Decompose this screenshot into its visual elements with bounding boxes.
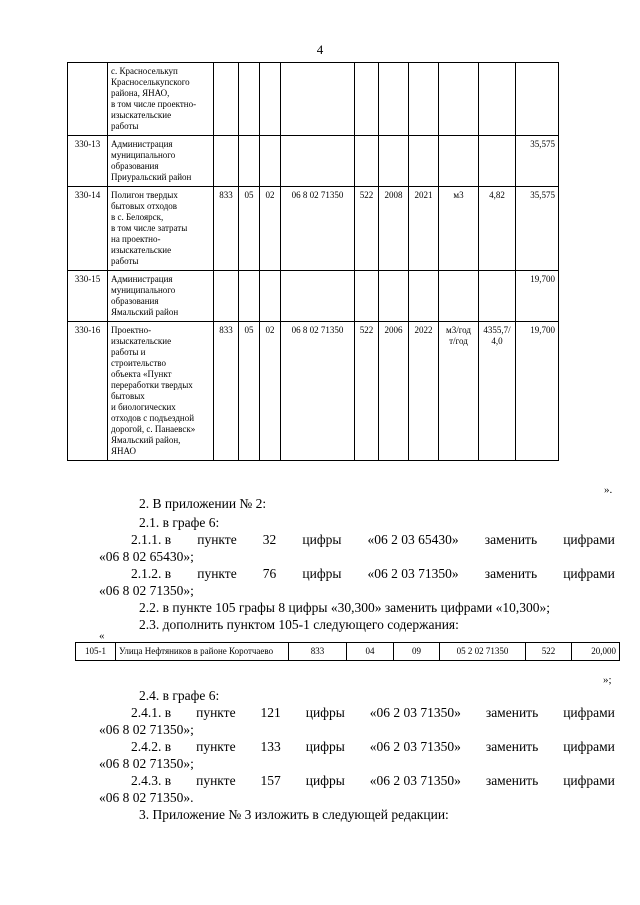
row-number: 105-1 bbox=[76, 643, 116, 661]
table-row bbox=[68, 322, 559, 461]
cell-section bbox=[239, 271, 260, 322]
cell-subsection: 02 bbox=[260, 187, 281, 271]
cell-expense-type bbox=[355, 271, 379, 322]
paragraph-2-4-1 bbox=[131, 705, 615, 721]
cell-start-year: 2006 bbox=[379, 322, 409, 461]
cell-unit: м3/год т/год bbox=[439, 322, 479, 461]
cell-unit bbox=[439, 63, 479, 136]
cell-section bbox=[239, 63, 260, 136]
object-name bbox=[108, 322, 214, 461]
object-name-line: бытовых отходов bbox=[111, 201, 178, 211]
object-name-line: Проектно- bbox=[111, 325, 152, 335]
word: цифрами bbox=[563, 566, 615, 581]
paragraph-2-1: 2.1. в графе 6: bbox=[139, 515, 220, 530]
object-name-line: бытовых bbox=[111, 391, 145, 401]
word: заменить bbox=[484, 566, 538, 581]
object-name-line: Красноселькупского bbox=[111, 77, 190, 87]
table-row bbox=[68, 187, 559, 271]
object-name-line: изыскательские bbox=[111, 245, 172, 255]
object-name bbox=[108, 187, 214, 271]
cell-capacity bbox=[479, 136, 516, 187]
cell-ministry-code: 833 bbox=[214, 322, 239, 461]
cell-subsection bbox=[260, 271, 281, 322]
cell-start-year bbox=[379, 136, 409, 187]
word: 2.4.2. в bbox=[131, 739, 172, 754]
word: 2.4.3. в bbox=[131, 773, 172, 788]
cell-capacity bbox=[479, 63, 516, 136]
cell-target-article bbox=[281, 63, 355, 136]
word: цифры bbox=[302, 566, 342, 581]
object-name-line: в том числе проектно- bbox=[111, 99, 197, 109]
cell-end-year: 2022 bbox=[409, 322, 439, 461]
capital-investment-table bbox=[67, 62, 559, 461]
object-name-line: на проектно- bbox=[111, 234, 161, 244]
word: пункте bbox=[196, 705, 236, 720]
object-name-line: дорогой, с. Панаевск» bbox=[111, 424, 196, 434]
table-row bbox=[68, 63, 559, 136]
word: 32 bbox=[262, 532, 277, 547]
cell-amount bbox=[516, 63, 559, 136]
object-name-line: работы bbox=[111, 256, 139, 266]
cell-expense-type bbox=[355, 63, 379, 136]
row-number: 330-16 bbox=[68, 322, 108, 461]
cell-capacity: 4355,7/ 4,0 bbox=[479, 322, 516, 461]
word: «06 2 03 71350» bbox=[369, 739, 461, 754]
word: цифрами bbox=[563, 773, 615, 788]
cell-target-article bbox=[281, 136, 355, 187]
cell-start-year bbox=[379, 63, 409, 136]
paragraph-2-4: 2.4. в графе 6: bbox=[139, 688, 220, 703]
cell-subsection: 02 bbox=[260, 322, 281, 461]
word: пункте bbox=[197, 566, 237, 581]
cell-amount: 19,700 bbox=[516, 271, 559, 322]
cell-expense-type bbox=[355, 136, 379, 187]
row-number: 330-15 bbox=[68, 271, 108, 322]
paragraph-2: 2. В приложении № 2: bbox=[139, 496, 267, 511]
object-name bbox=[108, 136, 214, 187]
table-row bbox=[76, 643, 620, 661]
word: заменить bbox=[484, 532, 538, 547]
object-name-line: ЯНАО bbox=[111, 446, 137, 456]
object-name-line: образования bbox=[111, 296, 159, 306]
object-name-line: переработки твердых bbox=[111, 380, 193, 390]
closing-quote: ». bbox=[604, 484, 613, 496]
cell-capacity bbox=[479, 271, 516, 322]
cell-target-article: 05 2 02 71350 bbox=[440, 643, 526, 661]
cell-ministry-code bbox=[214, 271, 239, 322]
word: пункте bbox=[197, 532, 237, 547]
object-name-line: Приуральский район bbox=[111, 172, 192, 182]
table-row bbox=[68, 136, 559, 187]
word: «06 2 03 71350» bbox=[369, 705, 461, 720]
cell-unit: м3 bbox=[439, 187, 479, 271]
object-name-line: Администрация bbox=[111, 139, 173, 149]
word: 2.4.1. в bbox=[131, 705, 172, 720]
word: «06 2 03 71350» bbox=[369, 773, 461, 788]
word: цифрами bbox=[563, 739, 615, 754]
object-name-line: Полигон твердых bbox=[111, 190, 178, 200]
cell-unit bbox=[439, 271, 479, 322]
addition-table bbox=[75, 642, 620, 661]
cell-ministry-code bbox=[214, 63, 239, 136]
cell-start-year: 2008 bbox=[379, 187, 409, 271]
cell-ministry-code: 833 bbox=[214, 187, 239, 271]
word: 121 bbox=[260, 705, 281, 720]
cell-unit bbox=[439, 136, 479, 187]
paragraph-2-4-1-cont: «06 8 02 71350»; bbox=[99, 722, 194, 737]
cell-subsection bbox=[260, 136, 281, 187]
cell-capacity: 4,82 bbox=[479, 187, 516, 271]
cell-target-article: 06 8 02 71350 bbox=[281, 187, 355, 271]
paragraph-3: 3. Приложение № 3 изложить в следующей редакции: bbox=[139, 807, 449, 822]
opening-quote: « bbox=[99, 630, 105, 642]
row-number bbox=[68, 63, 108, 136]
word: 157 bbox=[260, 773, 281, 788]
paragraph-2-2: 2.2. в пункте 105 графы 8 цифры «30,300» заменить цифрами «10,300»; bbox=[139, 600, 551, 615]
object-name-line: работы и bbox=[111, 347, 146, 357]
object-name-line: с. Красноселькуп bbox=[111, 66, 178, 76]
row-number: 330-13 bbox=[68, 136, 108, 187]
word: цифрами bbox=[563, 532, 615, 547]
cell-section: 05 bbox=[239, 322, 260, 461]
table-row bbox=[68, 271, 559, 322]
object-name-line: в том числе затраты bbox=[111, 223, 188, 233]
page-number: 4 bbox=[316, 42, 324, 57]
word: «06 2 03 71350» bbox=[367, 566, 459, 581]
cell-end-year bbox=[409, 271, 439, 322]
cell-end-year bbox=[409, 136, 439, 187]
object-name bbox=[108, 271, 214, 322]
paragraph-2-1-1-cont: «06 8 02 65430»; bbox=[99, 549, 194, 564]
object-name-line: объекта «Пункт bbox=[111, 369, 172, 379]
cell-expense-type: 522 bbox=[355, 322, 379, 461]
cell-expense-type: 522 bbox=[355, 187, 379, 271]
paragraph-2-4-3-cont: «06 8 02 71350». bbox=[99, 790, 194, 805]
paragraph-2-4-2-cont: «06 8 02 71350»; bbox=[99, 756, 194, 771]
paragraph-2-1-1 bbox=[131, 532, 615, 548]
cell-ministry-code: 833 bbox=[289, 643, 347, 661]
object-name-line: изыскательские bbox=[111, 336, 172, 346]
cell-subsection: 09 bbox=[394, 643, 440, 661]
cell-amount: 20,000 bbox=[572, 643, 620, 661]
object-name-line: муниципального bbox=[111, 285, 176, 295]
cell-end-year: 2021 bbox=[409, 187, 439, 271]
word: 76 bbox=[262, 566, 277, 581]
paragraph-2-3: 2.3. дополнить пунктом 105-1 следующего содержания: bbox=[139, 617, 459, 632]
object-name-line: Ямальский район, bbox=[111, 435, 181, 445]
row-number: 330-14 bbox=[68, 187, 108, 271]
object-name-line: муниципального bbox=[111, 150, 176, 160]
cell-ministry-code bbox=[214, 136, 239, 187]
object-name-line: в с. Белоярск, bbox=[111, 212, 164, 222]
cell-section bbox=[239, 136, 260, 187]
object-name-line: и биологических bbox=[111, 402, 176, 412]
object-name bbox=[108, 63, 214, 136]
word: «06 2 03 65430» bbox=[367, 532, 459, 547]
cell-section: 05 bbox=[239, 187, 260, 271]
word: цифры bbox=[302, 532, 342, 547]
word: заменить bbox=[485, 705, 539, 720]
word: пункте bbox=[196, 773, 236, 788]
object-name-line: отходов с подъездной bbox=[111, 413, 195, 423]
cell-target-article bbox=[281, 271, 355, 322]
word: 2.1.2. в bbox=[131, 566, 172, 581]
cell-subsection bbox=[260, 63, 281, 136]
paragraph-2-4-3 bbox=[131, 773, 615, 789]
paragraph-2-4-2 bbox=[131, 739, 615, 755]
object-name-line: Ямальский район bbox=[111, 307, 179, 317]
cell-start-year bbox=[379, 271, 409, 322]
word: 133 bbox=[260, 739, 281, 754]
object-name: Улица Нефтяников в районе Коротчаево bbox=[116, 643, 289, 661]
object-name-line: изыскательские bbox=[111, 110, 172, 120]
cell-expense-type: 522 bbox=[526, 643, 572, 661]
word: цифры bbox=[305, 739, 345, 754]
word: заменить bbox=[485, 739, 539, 754]
cell-target-article: 06 8 02 71350 bbox=[281, 322, 355, 461]
object-name-line: строительство bbox=[111, 358, 166, 368]
word: цифры bbox=[305, 705, 345, 720]
word: заменить bbox=[485, 773, 539, 788]
word: пункте bbox=[196, 739, 236, 754]
object-name-line: образования bbox=[111, 161, 159, 171]
object-name-line: Администрация bbox=[111, 274, 173, 284]
cell-amount: 19,700 bbox=[516, 322, 559, 461]
cell-amount: 35,575 bbox=[516, 187, 559, 271]
word: 2.1.1. в bbox=[131, 532, 172, 547]
cell-section: 04 bbox=[347, 643, 394, 661]
object-name-line: района, ЯНАО, bbox=[111, 88, 170, 98]
word: цифрами bbox=[563, 705, 615, 720]
closing-quote-2: »; bbox=[603, 674, 612, 686]
cell-end-year bbox=[409, 63, 439, 136]
cell-amount: 35,575 bbox=[516, 136, 559, 187]
word: цифры bbox=[305, 773, 345, 788]
object-name-line: работы bbox=[111, 121, 139, 131]
paragraph-2-1-2-cont: «06 8 02 71350»; bbox=[99, 583, 194, 598]
paragraph-2-1-2 bbox=[131, 566, 615, 582]
